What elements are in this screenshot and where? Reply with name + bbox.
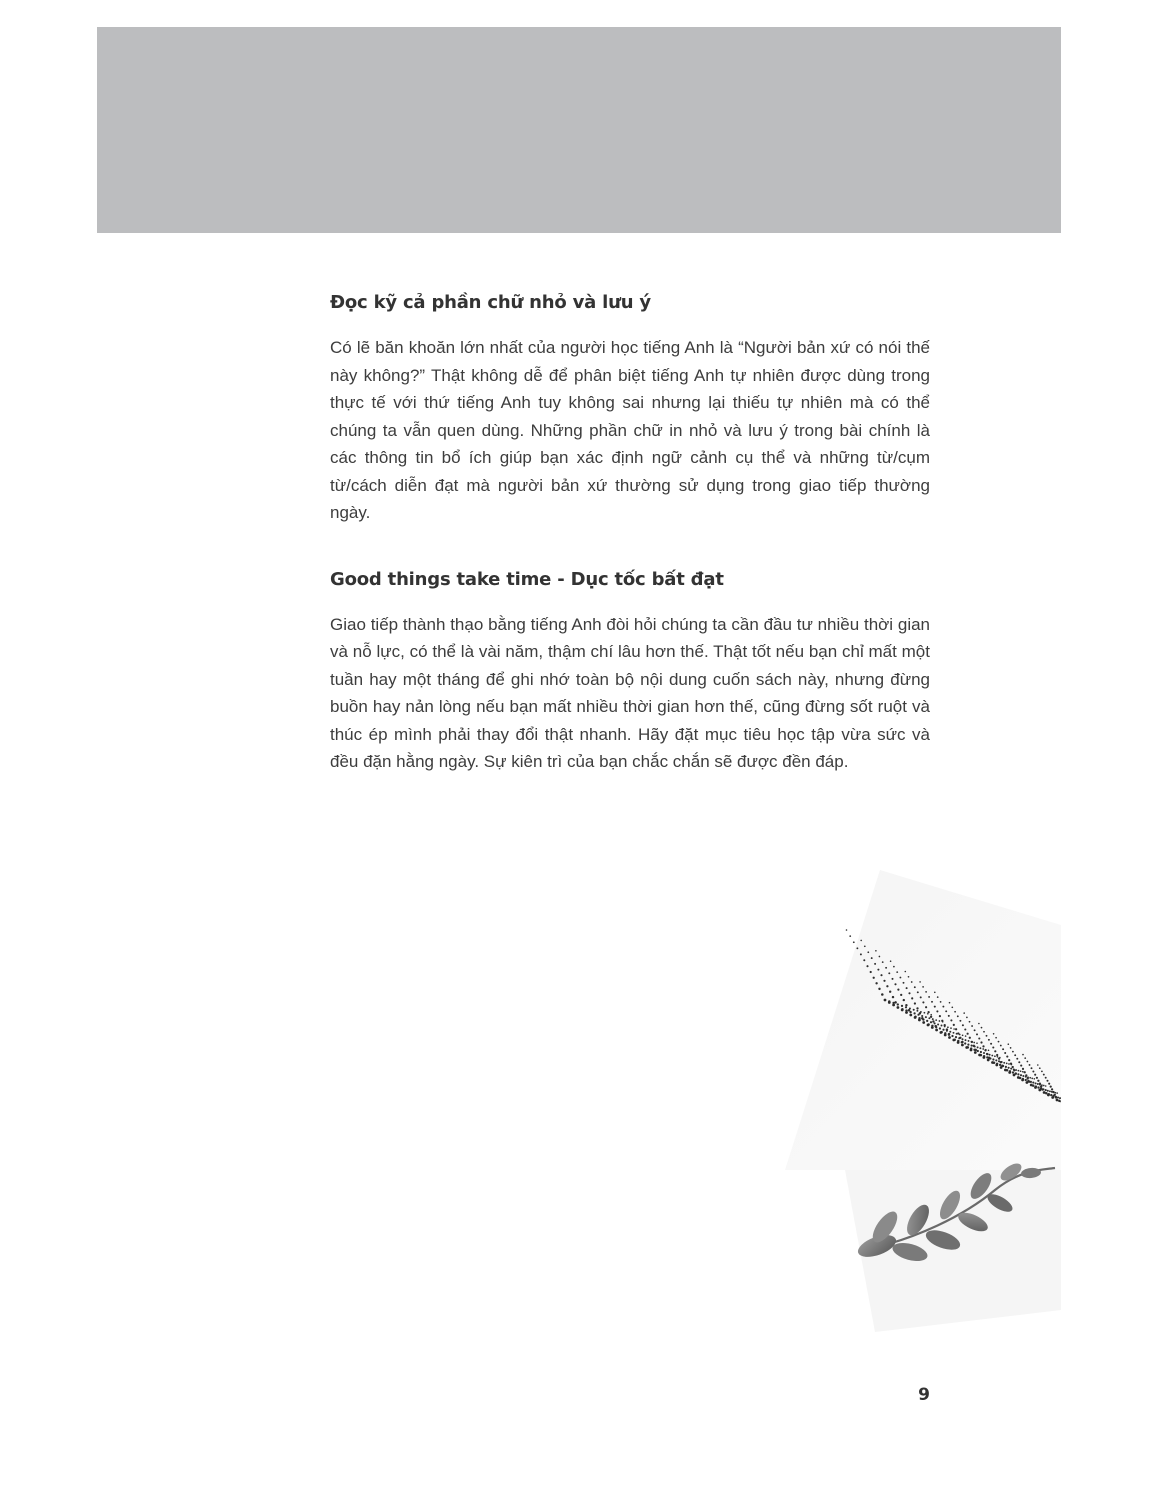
page-number: 9 [918,1385,930,1405]
section-heading: Đọc kỹ cả phần chữ nhỏ và lưu ý [330,292,651,313]
section-heading: Good things take time - Dục tốc bất đạt [330,568,724,590]
botanical-decoration [785,870,1061,1335]
section-read-small-print [330,288,930,527]
header-image-band [97,27,1061,233]
section-paragraph: Giao tiếp thành thạo bằng tiếng Anh đòi hỏi chúng ta cần đầu tư nhiều thời gian và nỗ lực, có thể là vài năm, thậm chí lâu hơn thế. Thật tốt nếu bạn chỉ mất một tuần hay một tháng để ghi nhớ toàn bộ nội dung cuốn sách này, nhưng đừng buồn hay nản lòng nếu bạn mất nhiều thời gian hơn thế, cũng đừng sốt ruột và thúc ép mình phải thay đổi thật nhanh. Hãy đặt mục tiêu học tập vừa sức và đều đặn hằng ngày. Sự kiên trì của bạn chắc chắn sẽ được đền đáp. [330,614,930,771]
section-paragraph: Có lẽ băn khoăn lớn nhất của người học tiếng Anh là “Người bản xứ có nói thế này không?” Thật không dễ để phân biệt tiếng Anh tự nhiên được dùng trong thực tế với thứ tiếng Anh tuy không sai nhưng lại thiếu tự nhiên mà có thể chúng ta vẫn quen dùng. Những phần chữ in nhỏ và lưu ý trong bài chính là các thông tin bổ ích giúp bạn xác định ngữ cảnh cụ thể và những từ/cụm từ/cách diễn đạt mà người bản xứ thường sử dụng trong giao tiếp thường ngày. [330,338,930,522]
section-good-things-take-time [330,565,930,776]
page-content [330,288,930,814]
